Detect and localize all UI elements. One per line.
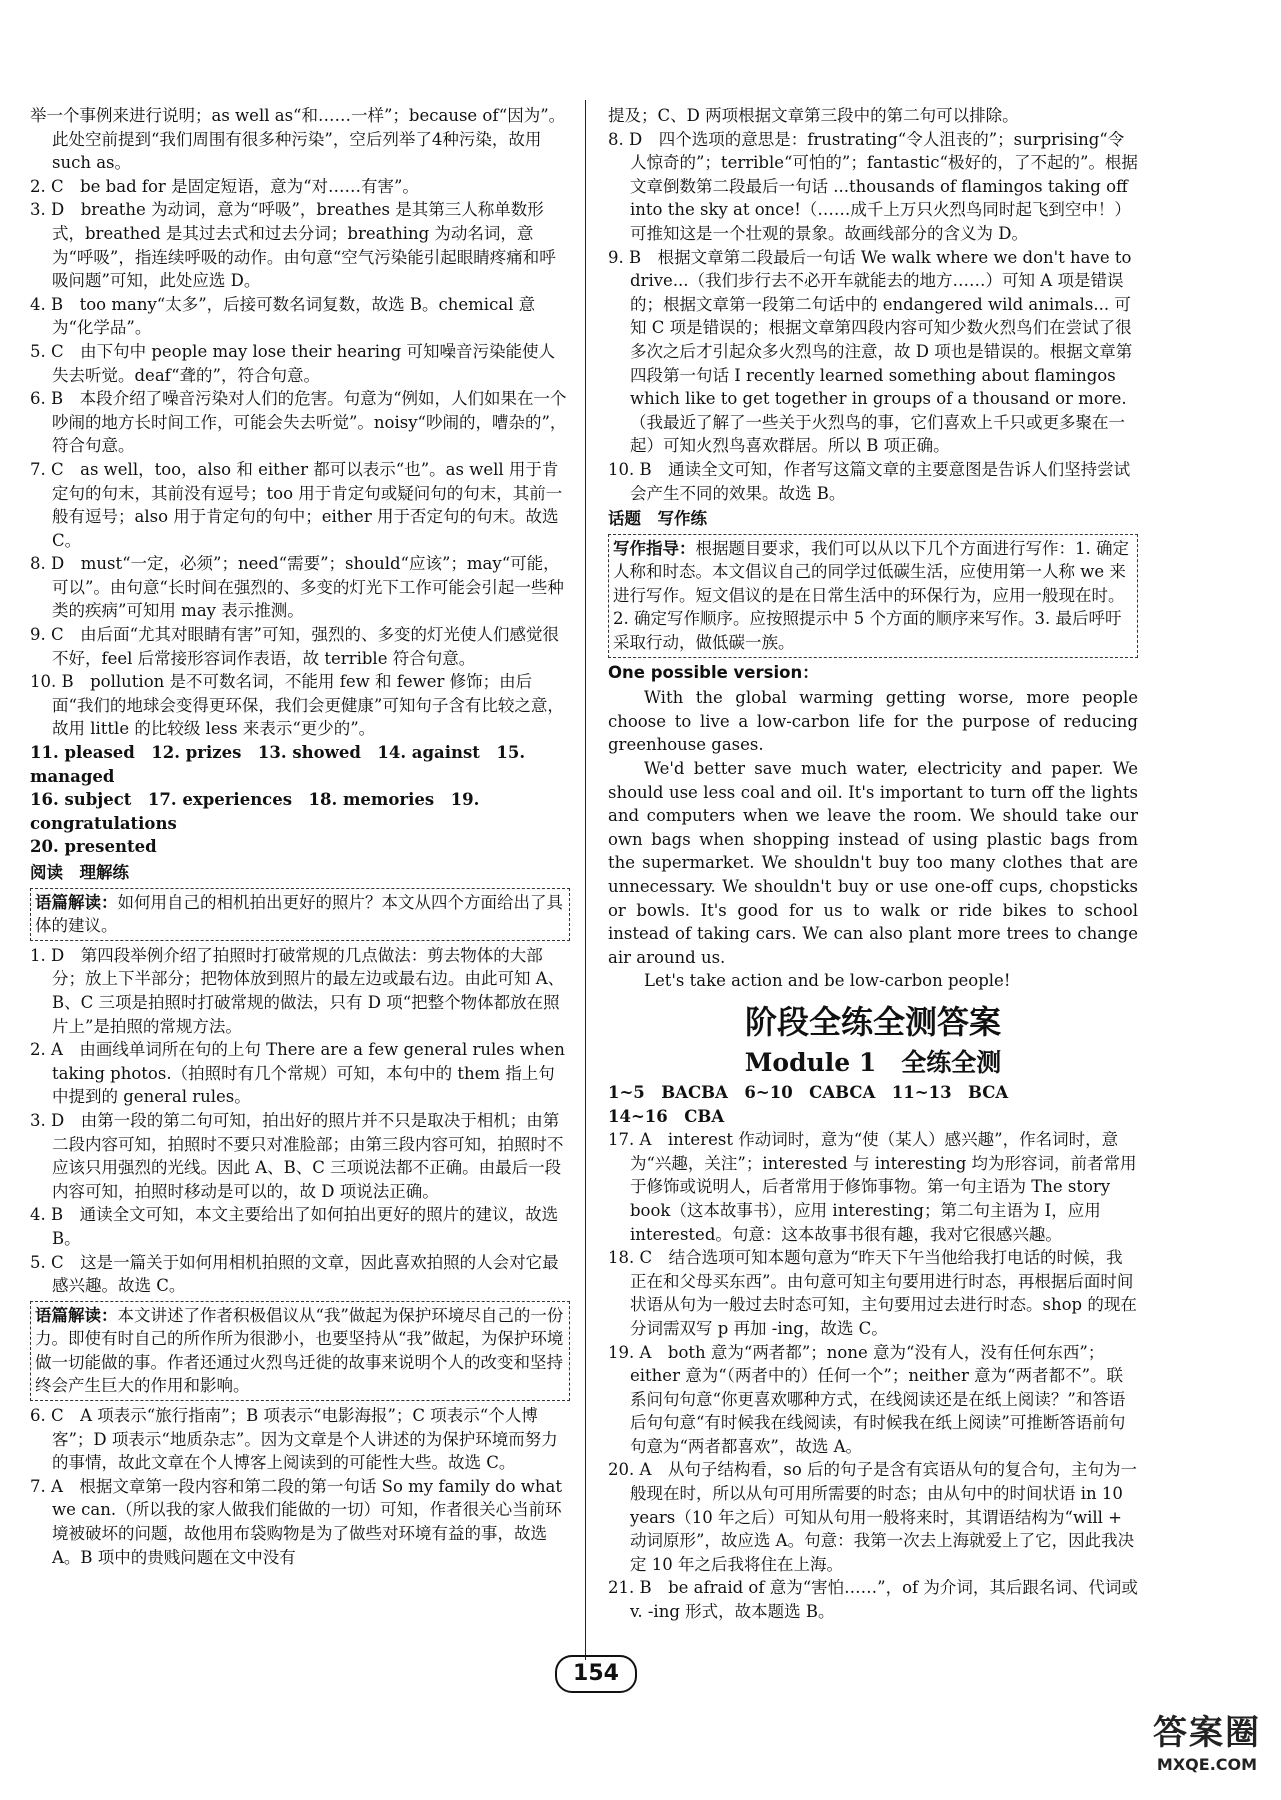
note-text: 如何用自己的相机拍出更好的照片？本文从四个方面给出了具体的建议。 [35, 892, 563, 936]
answer-item: 10. B pollution 是不可数名词，不能用 few 和 fewer 修饰；由后面“我们的地球会变得更环保，我们会更健康”可知句子含有比较之意，故用 little 的比较级 less 来表示“更少的”。 [30, 672, 564, 739]
note-text: 根据题目要求，我们可以从以下几个方面进行写作：1. 确定人称和时态。本文倡议自己的同学过低碳生活，应使用第一人称 we 来进行写作。短文倡议的是在日常生活中的环保行为，应用一般现在时。2. 确定写作顺序。应按照提示中 5 个方面的顺序来写作。3. 最后呼吁采取行动，做低碳一族。 [613, 538, 1129, 653]
answer-item: 3. D breathe 为动词，意为“呼吸”，breathes 是其第三人称单数形式，breathed 是其过去式和过去分词；breathing 为动名词，意为“呼吸”，指连续呼吸的动作。由句意“空气污染能引起眼睛疼痛和呼吸问题”可知，此处应选 D。 [30, 200, 556, 291]
answer-item: 21. B be afraid of 意为“害怕……”，of 为介词，其后跟名词、代词或 v. -ing 形式，故本题选 B。 [608, 1578, 1138, 1622]
answer-key-line: 14~16 CBA [608, 1106, 725, 1126]
answer-item: 7. C as well，too，also 和 either 都可以表示“也”。as well 用于肯定句的句末，其前没有逗号；too 用于肯定句或疑问句的句末，其前一般有逗号；also 用于肯定句的句中；either 用于否定句的句末。故选 C。 [30, 459, 563, 550]
section-heading: 阅读 理解练 [30, 863, 129, 882]
section-heading: 话题 写作练 [608, 509, 707, 529]
note-label: 语篇解读： [35, 1305, 118, 1325]
watermark-url: MXQE.COM [1156, 1755, 1258, 1774]
note-label: 语篇解读： [35, 892, 118, 912]
section-heading: One possible version： [608, 662, 819, 682]
answer-item: 7. A 根据文章第一段内容和第二段的第一句话 So my family do what we can.（所以我的家人做我们能做的一切）可知，作者很关心当前环境被破坏的问题，故他用布袋购物是为了做些对环境有益的事，故选 A。B 项中的贵贱问题在文中没有 [30, 1476, 563, 1567]
reading-note-box [608, 534, 1138, 658]
watermark-title: 答案圈 [1153, 1713, 1261, 1753]
page-number: 154 [555, 1655, 637, 1693]
answer-item: 10. B 通读全文可知，作者写这篇文章的主要意图是告诉人们坚持尝试会产生不同的效果。故选 B。 [608, 459, 1131, 503]
column-divider [585, 100, 586, 1660]
note-label: 写作指导： [613, 538, 696, 558]
answer-item: 18. C 结合选项可知本题句意为“昨天下午当他给我打电话的时候，我正在和父母买东西”。由句意可知主句要用进行时态，再根据后面时间状语从句为一般过去时态可知，主句要用过去进行时态。shop 的现在分词需双写 p 再加 -ing，故选 C。 [608, 1248, 1137, 1338]
answer-item: 1. D 第四段举例介绍了拍照时打破常规的几点做法：剪去物体的大部分；放上下半部分；把物体放到照片的最左边或最右边。由此可知 A、B、C 三项是拍照时打破常规的做法，只有 D 项“把整个物体都放在照片上”是拍照的常规方法。 [30, 945, 565, 1036]
right-column [608, 104, 1138, 1624]
answer-item: 4. B 通读全文可知，本文主要给出了如何拍出更好的照片的建议，故选 B。 [30, 1205, 559, 1248]
answer-item: 6. C A 项表示“旅行指南”；B 项表示“电影海报”；C 项表示“个人博客”；D 项表示“地质杂志”。因为文章是个人讲述的为保护环境而努力的事情，故此文章在个人博客上阅读到的可能性大些。故选 C。 [30, 1406, 558, 1473]
module-heading: Module 1 全练全测 [744, 1047, 1002, 1077]
answer-item: 2. C be bad for 是固定短语，意为“对……有害”。 [30, 176, 419, 196]
watermark-logo [1145, 1712, 1269, 1792]
essay-paragraph: Let's take action and be low-carbon people! [644, 971, 1011, 991]
answer-key-line: 11. pleased 12. prizes 13. showed 14. against 15. managed [30, 743, 526, 786]
answer-item: 5. C 这是一篇关于如何用相机拍照的文章，因此喜欢拍照的人会对它最感兴趣。故选 C。 [30, 1252, 559, 1296]
answer-key-line: 16. subject 17. experiences 18. memories 19. congratulations [30, 790, 480, 833]
answer-item: 2. A 由画线单词所在句的上句 There are a few general rules when taking photos.（拍照时有几个常规）可知，本句中的 them 指上句中提到的 general rules。 [30, 1040, 565, 1107]
answer-item: 6. B 本段介绍了噪音污染对人们的危害。句意为“例如，人们如果在一个吵闹的地方长时间工作，可能会失去听觉”。noisy“吵闹的，嘈杂的”，符合句意。 [30, 389, 567, 456]
essay-paragraph: With the global warming getting worse, more people choose to live a low-carbon life for the purpose of reducing greenhouse gases. [608, 688, 1138, 755]
answer-item: 举一个事例来进行说明；as well as“和……一样”；because of“因为”。此处空前提到“我们周围有很多种污染”，空后列举了4种污染，故用 such as。 [30, 106, 566, 173]
answer-item: 提及；C、D 两项根据文章第三段中的第二句可以排除。 [608, 106, 1019, 125]
left-column [30, 104, 570, 1569]
main-heading: 阶段全练全测答案 [744, 1002, 1001, 1041]
essay-paragraph: We'd better save much water, electricity and paper. We should use less coal and oil. It's important to turn off the lights and computers when we leave the room. We should take our own bags when shopping instead of using plastic bags from the supermarket. We shouldn't buy too many clothes that are unnecessary. We shouldn't buy or use one-off cups, chopsticks or bowls. It's good for us to walk or ride bikes to school instead of taking cars. We can also plant more trees to change air around us. [608, 759, 1138, 967]
answer-item: 19. A both 意为“两者都”；none 意为“没有人，没有任何东西”；either 意为“（两者中的）任何一个”；neither 意为“两者都不”。联系问句句意“你更喜欢哪种方式，在线阅读还是在纸上阅读？”和答语后句句意“有时候我在线阅读，有时候我在纸上阅读”可推断答语前句句意为“两者都喜欢”，故选 A。 [608, 1342, 1126, 1456]
answer-item: 3. D 由第一段的第二句可知，拍出好的照片并不只是取决于相机；由第二段内容可知，拍照时不要只对准脸部；由第三段内容可知，拍照时不应该只用强烈的光线。因此 A、B、C 三项说法都不正确。由最后一段内容可知，拍照时移动是可以的，故 D 项说法正确。 [30, 1110, 564, 1201]
answer-item: 17. A interest 作动词时，意为“使（某人）感兴趣”，作名词时，意为“兴趣，关注”；interested 与 interesting 均为形容词，前者常用于修饰或说明人，后者常用于修饰事物。第一句主语为 The story book（这本故事书），应用 interesting；第二句主语为 I，应用 interested。句意：这本故事书很有趣，我对它很感兴趣。 [608, 1130, 1137, 1244]
note-text: 本文讲述了作者积极倡议从“我”做起为保护环境尽自己的一份力。即使有时自己的所作所为很渺小，也要坚持从“我”做起，为保护环境做一切能做的事。作者还通过火烈鸟迁徙的故事来说明个人的改变和坚持终会产生巨大的作用和影响。 [35, 1305, 564, 1396]
reading-note-box [30, 888, 570, 941]
answer-item: 20. A 从句子结构看，so 后的句子是含有宾语从句的复合句，主句为一般现在时，所以从句可用所需要的时态；由从句中的时间状语 in 10 years（10 年之后）可知从句用一般将来时，其谓语结构为“will + 动词原形”，故应选 A。句意：我第一次去上海就爱上了它，因此我决定 10 年之后我将住在上海。 [608, 1460, 1138, 1574]
answer-item: 8. D 四个选项的意思是：frustrating“令人沮丧的”；surprising“令人惊奇的”；terrible“可怕的”；fantastic“极好的，了不起的”。根据文章倒数第二段最后一句话 ...thousands of flamingos taking off into the sky at once!（……成千上万只火烈鸟同时起飞到空中！）可推知这是一个壮观的景象。故画线部分的含义为 D。 [608, 129, 1138, 243]
answer-item: 4. B too many“太多”，后接可数名词复数，故选 B。chemical 意为“化学品”。 [30, 294, 536, 338]
answer-item: 8. D must“一定，必须”；need“需要”；should“应该”；may“可能，可以”。由句意“长时间在强烈的、多变的灯光下工作可能会引起一些种类的疾病”可知用 may 表示推测。 [30, 554, 564, 621]
reading-note-box [30, 1301, 570, 1401]
answer-item: 9. B 根据文章第二段最后一句话 We walk where we don't have to drive...（我们步行去不必开车就能去的地方……）可知 A 项是错误的；根据文章第一段第二句话中的 endangered wild animals... 可知 C 项是错误的；根据文章第四段内容可知少数火烈鸟们在尝试了很多次之后才引起众多火烈鸟的注意，故 D 项也是错误的。根据文章第四段第一句话 I recently learned something about flamingos which like to get together in groups of a thousand or more.（我最近了解了一些关于火烈鸟的事，它们喜欢上千只或更多聚在一起）可知火烈鸟喜欢群居。所以 B 项正确。 [608, 247, 1133, 456]
answer-key-line: 20. presented [30, 837, 157, 857]
answer-key-line: 1~5 BACBA 6~10 CABCA 11~13 BCA [608, 1082, 1009, 1102]
answer-item: 9. C 由后面“尤其对眼睛有害”可知，强烈的、多变的灯光使人们感觉很不好，feel 后常接形容词作表语，故 terrible 符合句意。 [30, 625, 559, 668]
answer-item: 5. C 由下句中 people may lose their hearing 可知噪音污染能使人失去听觉。deaf“聋的”，符合句意。 [30, 341, 555, 385]
